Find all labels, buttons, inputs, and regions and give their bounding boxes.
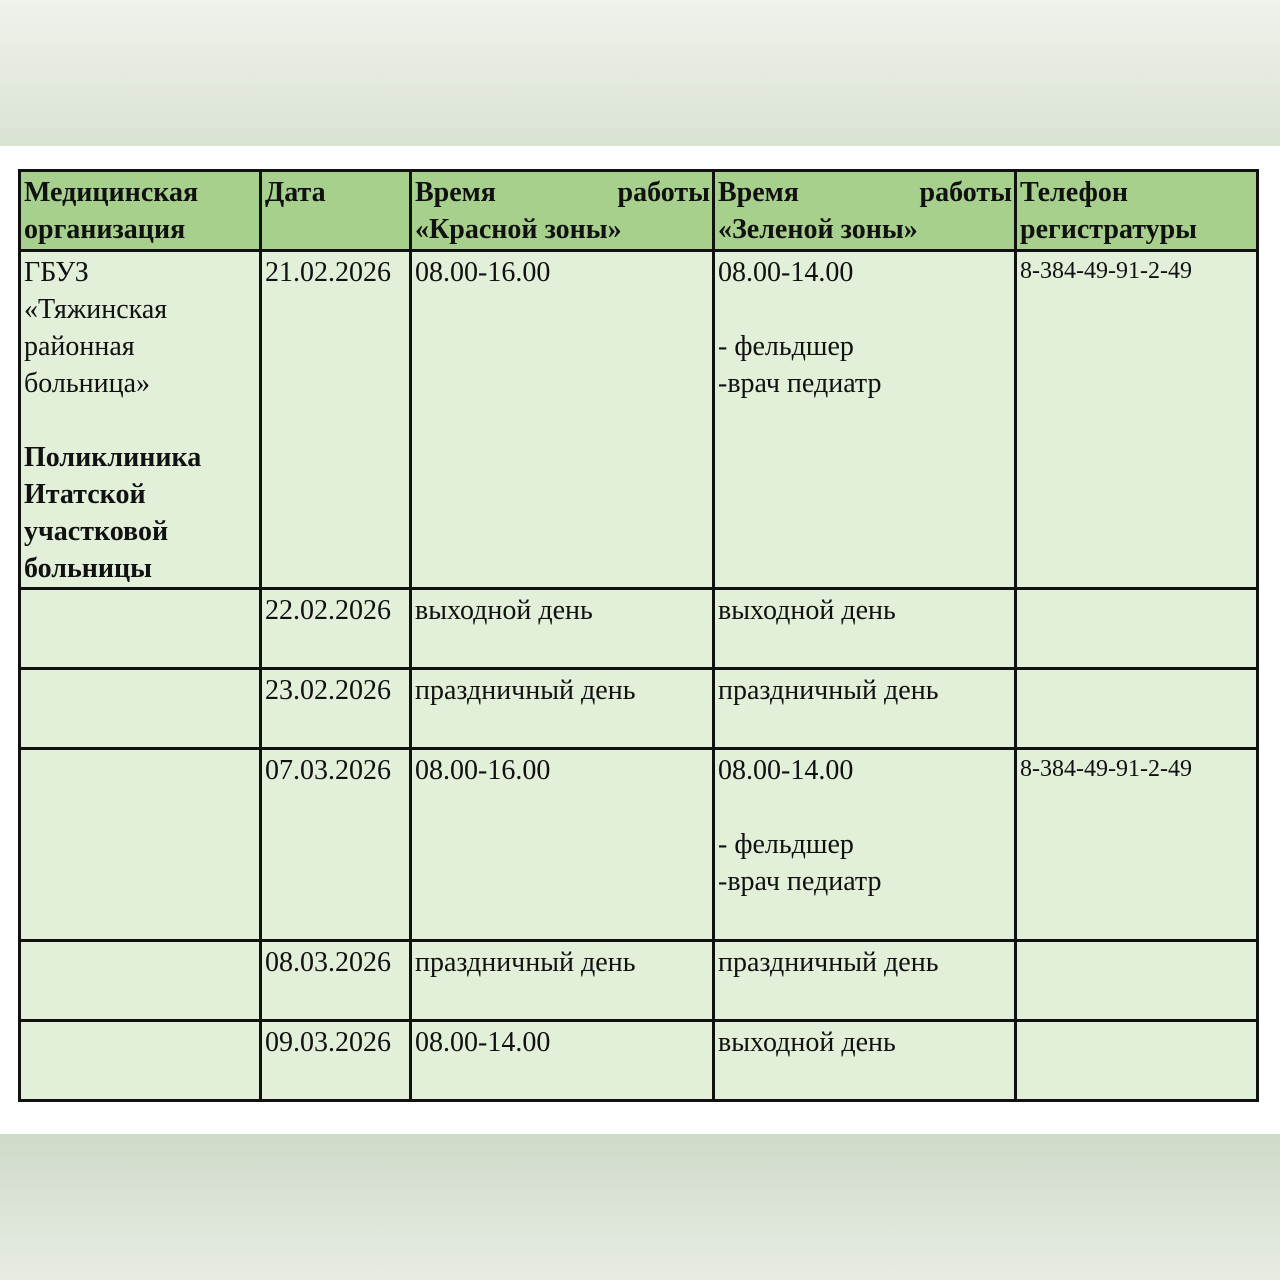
header-green-zone — [714, 171, 1016, 251]
cell-red-zone — [411, 749, 714, 941]
header-org-line2: организация — [24, 214, 186, 245]
cell-green-zone — [714, 749, 1016, 941]
cell-org — [20, 941, 261, 1021]
cell-red-zone — [411, 589, 714, 669]
header-green-line2: «Зеленой зоны» — [718, 214, 918, 245]
header-red-line1 — [415, 174, 710, 211]
table-row — [20, 589, 1258, 669]
cell-green-zone — [714, 589, 1016, 669]
staff-line: -врач педиатр — [718, 368, 882, 399]
table-row — [20, 1021, 1258, 1101]
cell-phone — [1016, 251, 1258, 589]
background-band-top — [0, 0, 1280, 146]
cell-phone — [1016, 749, 1258, 941]
staff-line: - фельдшер — [718, 829, 854, 860]
org-subunit-line: Поликлиника — [24, 442, 202, 473]
cell-date — [261, 251, 411, 589]
cell-green-zone — [714, 941, 1016, 1021]
cell-org — [20, 669, 261, 749]
cell-phone — [1016, 1021, 1258, 1101]
cell-green-zone — [714, 669, 1016, 749]
spacer — [24, 402, 257, 439]
header-org — [20, 171, 261, 251]
header-phone-line2: регистратуры — [1020, 214, 1198, 245]
org-line: больница» — [24, 368, 150, 399]
cell-red-zone — [411, 251, 714, 589]
cell-red-zone — [411, 941, 714, 1021]
red-zone-text: 08.00-16.00 — [415, 755, 551, 786]
header-green-line1 — [718, 174, 1012, 211]
cell-org — [20, 589, 261, 669]
cell-date — [261, 1021, 411, 1101]
cell-red-zone — [411, 669, 714, 749]
org-subunit-line: участковой — [24, 516, 169, 547]
header-phone — [1016, 171, 1258, 251]
header-red-word2: работы — [617, 177, 710, 208]
date-text: 07.03.2026 — [265, 755, 391, 786]
org-subunit-line: Итатской — [24, 479, 146, 510]
cell-green-zone — [714, 1021, 1016, 1101]
cell-green-zone — [714, 251, 1016, 589]
org-line: ГБУЗ — [24, 257, 89, 288]
header-date — [261, 171, 411, 251]
header-green-word1: Время — [718, 177, 799, 208]
red-zone-text: праздничный день — [415, 947, 636, 978]
date-text: 22.02.2026 — [265, 595, 391, 626]
org-subunit-line: больницы — [24, 553, 153, 584]
spacer — [718, 789, 1012, 826]
cell-date — [261, 669, 411, 749]
spacer — [718, 291, 1012, 328]
green-zone-text: выходной день — [718, 595, 896, 626]
staff-line: - фельдшер — [718, 331, 854, 362]
green-zone-text: 08.00-14.00 — [718, 755, 854, 786]
header-green-word2: работы — [919, 177, 1012, 208]
header-red-zone — [411, 171, 714, 251]
cell-phone — [1016, 669, 1258, 749]
cell-date — [261, 749, 411, 941]
green-zone-text: выходной день — [718, 1027, 896, 1058]
red-zone-text: выходной день — [415, 595, 593, 626]
org-line: районная — [24, 331, 135, 362]
red-zone-text: 08.00-14.00 — [415, 1027, 551, 1058]
table-row — [20, 669, 1258, 749]
header-phone-line1: Телефон — [1020, 177, 1129, 208]
cell-date — [261, 589, 411, 669]
header-org-line1: Медицинская — [24, 177, 199, 208]
staff-line: -врач педиатр — [718, 866, 882, 897]
date-text: 21.02.2026 — [265, 257, 391, 288]
cell-phone — [1016, 941, 1258, 1021]
table-row — [20, 941, 1258, 1021]
red-zone-text: 08.00-16.00 — [415, 257, 551, 288]
header-red-line2: «Красной зоны» — [415, 214, 622, 245]
cell-phone — [1016, 589, 1258, 669]
schedule-table — [18, 169, 1259, 1102]
green-zone-text: праздничный день — [718, 947, 939, 978]
org-line: «Тяжинская — [24, 294, 168, 325]
phone-text: 8-384-49-91-2-49 — [1020, 258, 1192, 284]
cell-red-zone — [411, 1021, 714, 1101]
cell-date — [261, 941, 411, 1021]
date-text: 23.02.2026 — [265, 675, 391, 706]
green-zone-text: 08.00-14.00 — [718, 257, 854, 288]
cell-org — [20, 251, 261, 589]
cell-org — [20, 1021, 261, 1101]
date-text: 08.03.2026 — [265, 947, 391, 978]
phone-text: 8-384-49-91-2-49 — [1020, 756, 1192, 782]
header-red-word1: Время — [415, 177, 496, 208]
date-text: 09.03.2026 — [265, 1027, 391, 1058]
table-row — [20, 749, 1258, 941]
green-zone-text: праздничный день — [718, 675, 939, 706]
cell-org — [20, 749, 261, 941]
red-zone-text: праздничный день — [415, 675, 636, 706]
background-band-bottom — [0, 1134, 1280, 1280]
table-row — [20, 251, 1258, 589]
header-date-label: Дата — [265, 177, 326, 208]
table-header-row — [20, 171, 1258, 251]
